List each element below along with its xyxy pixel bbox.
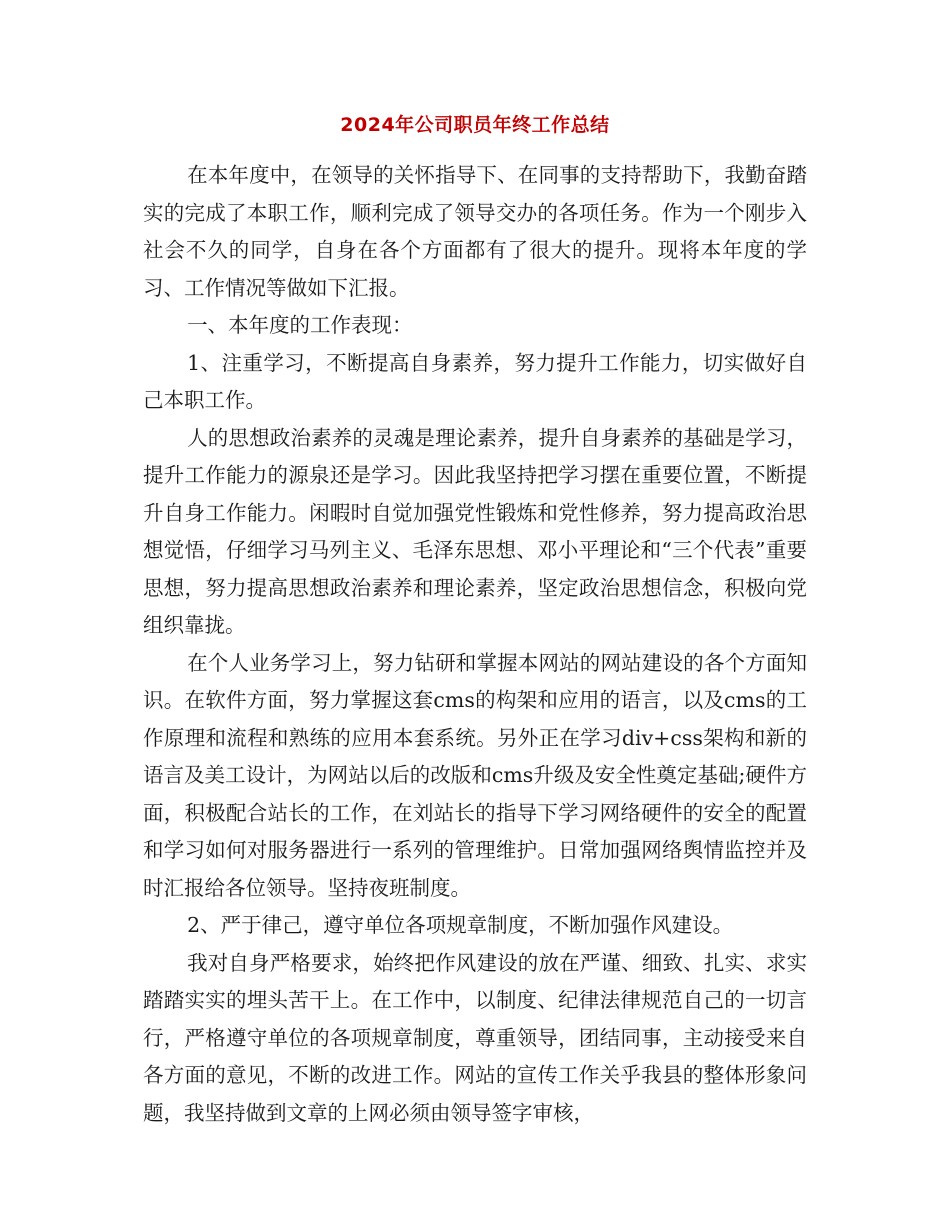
document-page	[143, 110, 807, 1132]
paragraph-work-style: 我对自身严格要求，始终把作风建设的放在严谨、细致、扎实、求实踏踏实实的埋头苦干上。在工作中，以制度、纪律法律规范自己的一切言行，严格遵守单位的各项规章制度，尊重领导，团结同事，主动接受来自各方面的意见，不断的改进工作。网站的宣传工作关乎我县的整体形象问题，我坚持做到文章的上网必须由领导签字审核，	[143, 950, 807, 1125]
paragraph-business-study: 在个人业务学习上，努力钻研和掌握本网站的网站建设的各个方面知识。在软件方面，努力掌握这套cms的构架和应用的语言，以及cms的工作原理和流程和熟练的应用本套系统。另外正在学习div+css架构和新的语言及美工设计，为网站以后的改版和cms升级及安全性奠定基础;硬件方面，积极配合站长的工作，在刘站长的指导下学习网络硬件的安全的配置和学习如何对服务器进行一系列的管理维护。日常加强网络舆情监控并及时汇报给各位领导。坚持夜班制度。	[143, 650, 807, 900]
paragraph-intro: 在本年度中，在领导的关怀指导下、在同事的支持帮助下，我勤奋踏实的完成了本职工作，顺利完成了领导交办的各项任务。作为一个刚步入社会不久的同学，自身在各个方面都有了很大的提升。现将本年度的学习、工作情况等做如下汇报。	[143, 163, 807, 300]
document-title: 2024年公司职员年终工作总结	[340, 114, 610, 136]
paragraph-section-heading: 一、本年度的工作表现：	[187, 313, 413, 337]
paragraph-point-1: 1、注重学习，不断提高自身素养，努力提升工作能力，切实做好自己本职工作。	[143, 350, 807, 412]
paragraph-point-2: 2、严于律己，遵守单位各项规章制度，不断加强作风建设。	[187, 913, 734, 937]
paragraph-theory-study: 人的思想政治素养的灵魂是理论素养，提升自身素养的基础是学习，提升工作能力的源泉还是学习。因此我坚持把学习摆在重要位置，不断提升自身工作能力。闲暇时自觉加强党性锻炼和党性修养，努力提高政治思想觉悟，仔细学习马列主义、毛泽东思想、邓小平理论和“三个代表”重要思想，努力提高思想政治素养和理论素养，坚定政治思想信念，积极向党组织靠拢。	[143, 425, 807, 637]
